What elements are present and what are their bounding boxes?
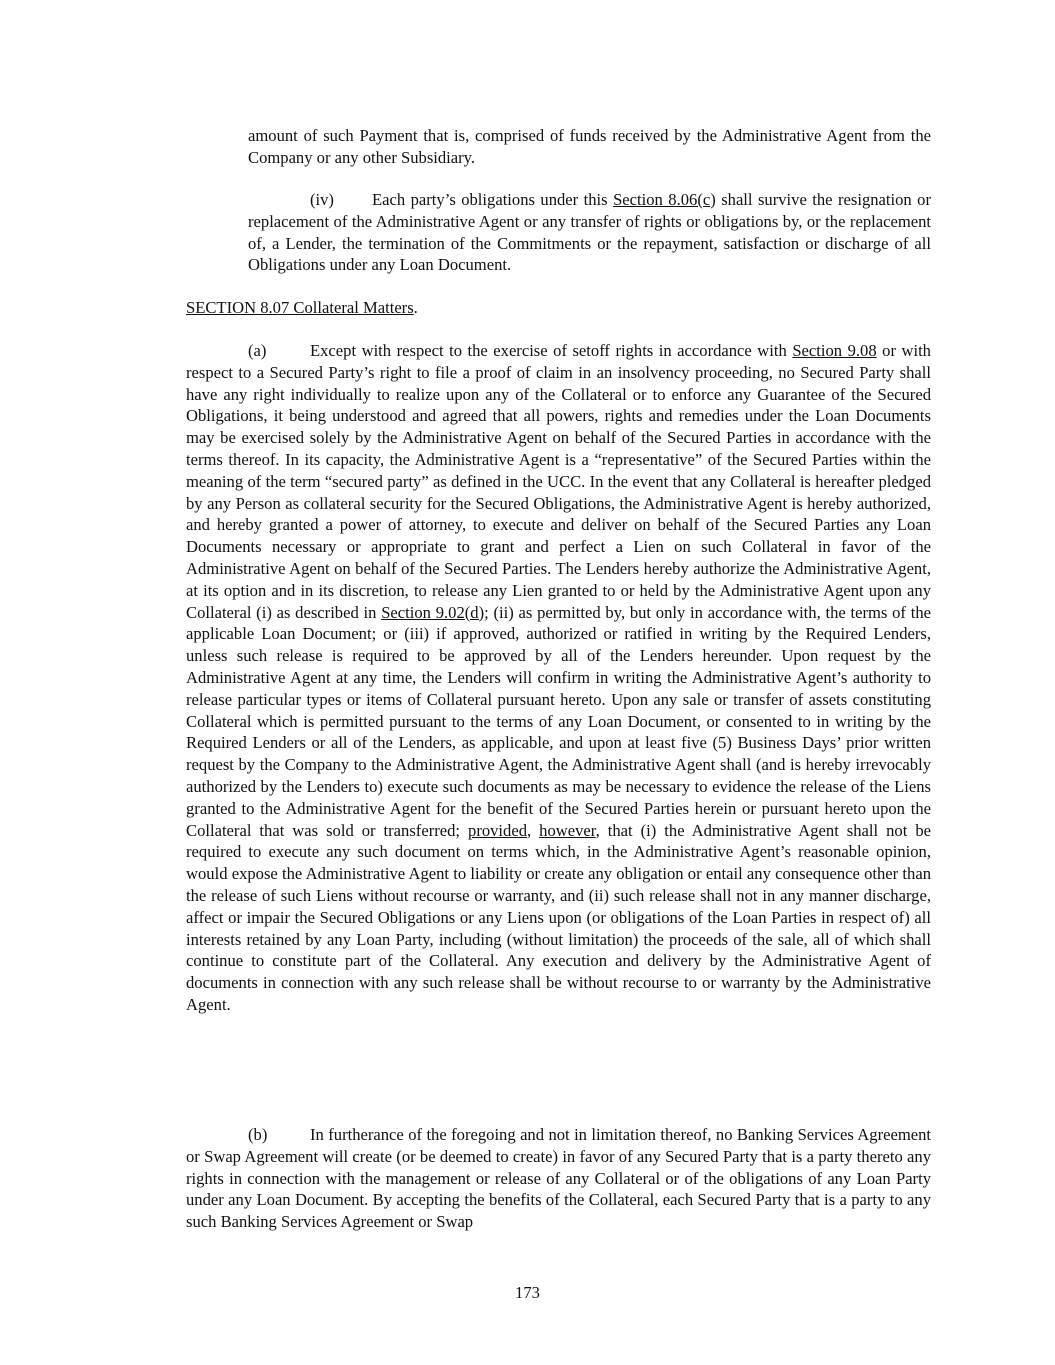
paragraph-b-label: (b) <box>248 1125 268 1144</box>
paragraph-a-label: (a) <box>248 341 267 360</box>
section-heading <box>186 297 931 319</box>
paragraph-a-text-4: , that (i) the Administrative Agent shall not be required to execute any such document on terms which, in the Administrative Agent’s reasonable opinion, would expose the Administrative Agent to liability or create any obligation or entail any consequence other than the release of such Liens without recourse or warranty, and (ii) such release shall not in any manner discharge, affect or impair the Secured Obligations or any Liens upon (or obligations of the Loan Parties in respect of) all interests retained by any Loan Party, including (without limitation) the proceeds of the sale, all of which shall continue to constitute part of the Collateral. Any execution and delivery by the Administrative Agent of documents in connection with any such release shall be without recourse to or warranty by the Administrative Agent. <box>186 820 931 1014</box>
paragraph-iv-text-after: ) shall survive the resignation or replacement of the Administrative Agent or any transfer of rights or obligations by, or the replacement of, a Lender, the termination of the Commitments or the repayment, satisfaction or discharge of all Obligations under any Loan Document. <box>248 190 931 275</box>
paragraph-iv <box>248 189 931 276</box>
however-term: however <box>539 820 596 840</box>
paragraph-a-text-1: Except with respect to the exercise of setoff rights in accordance with <box>310 341 793 360</box>
provided-term: provided <box>468 820 528 840</box>
paragraph-a-comma: , <box>527 820 540 840</box>
paragraph-b-text: In furtherance of the foregoing and not in limitation thereof, no Banking Services Agreement or Swap Agreement will create (or be deemed to create) in favor of any Secured Party that is a party thereto any rights in connection with the management or release of any Collateral or of the obligations of any Loan Party under any Loan Document. By accepting the benefits of the Collateral, each Secured Party that is a party to any such Banking Services Agreement or Swap <box>186 1125 931 1232</box>
section-9-02d-link[interactable]: Section 9.02(d) <box>381 602 485 622</box>
section-9-08-link[interactable]: Section 9.08 <box>792 341 877 360</box>
section-heading-period: . <box>413 298 418 317</box>
paragraph-b <box>186 1124 931 1233</box>
section-8-06c-link[interactable]: Section 8.06(c <box>613 190 711 209</box>
paragraph-iv-label: (iv) <box>310 190 334 209</box>
paragraph-a <box>186 340 931 1016</box>
paragraph-a-text-3: ; (ii) as permitted by, but only in accordance with, the terms of the applicable Loan Document; or (iii) if approved, authorized or ratified in writing by the Required Lenders, unless such release is required to be approved by all of the Lenders hereunder. Upon request by the Administrative Agent at any time, the Lenders will confirm in writing the Administrative Agent’s authority to release particular types or items of Collateral pursuant hereto. Upon any sale or transfer of assets constituting Collateral which is permitted pursuant to the terms of any Loan Document, or consented to in writing by the Required Lenders or all of the Lenders, as applicable, and upon at least five (5) Business Days’ prior written request by the Company to the Administrative Agent, the Administrative Agent shall (and is hereby irrevocably authorized by the Lenders to) execute such documents as may be necessary to evidence the release of the Liens granted to the Administrative Agent for the benefit of the Secured Parties herein or pursuant hereto upon the Collateral that was sold or transferred; <box>186 602 931 840</box>
continuation-paragraph <box>248 125 931 169</box>
paragraph-iv-text-before: Each party’s obligations under this <box>372 190 614 209</box>
page-number: 173 <box>515 1283 540 1302</box>
continuation-text: amount of such Payment that is, comprised of funds received by the Administrative Agent from the Company or any other Subsidiary. <box>248 126 931 167</box>
paragraph-a-text-2: or with respect to a Secured Party’s right to file a proof of claim in an insolvency proceeding, no Secured Party shall have any right individually to realize upon any of the Collateral or to enforce any Guarantee of the Secured Obligations, it being understood and agreed that all powers, rights and remedies under the Loan Documents may be exercised solely by the Administrative Agent on behalf of the Secured Parties in accordance with the terms thereof. In its capacity, the Administrative Agent is a “representative” of the Secured Parties within the meaning of the term “secured party” as defined in the UCC. In the event that any Collateral is hereafter pledged by any Person as collateral security for the Secured Obligations, the Administrative Agent is hereby authorized, and hereby granted a power of attorney, to execute and deliver on behalf of the Secured Parties any Loan Documents necessary or appropriate to grant and perfect a Lien on such Collateral in favor of the Administrative Agent on behalf of the Secured Parties. The Lenders hereby authorize the Administrative Agent, at its option and in its discretion, to release any Lien granted to or held by the Administrative Agent upon any Collateral (i) as described in <box>186 341 931 622</box>
section-8-07-title: SECTION 8.07 Collateral Matters <box>186 298 414 317</box>
